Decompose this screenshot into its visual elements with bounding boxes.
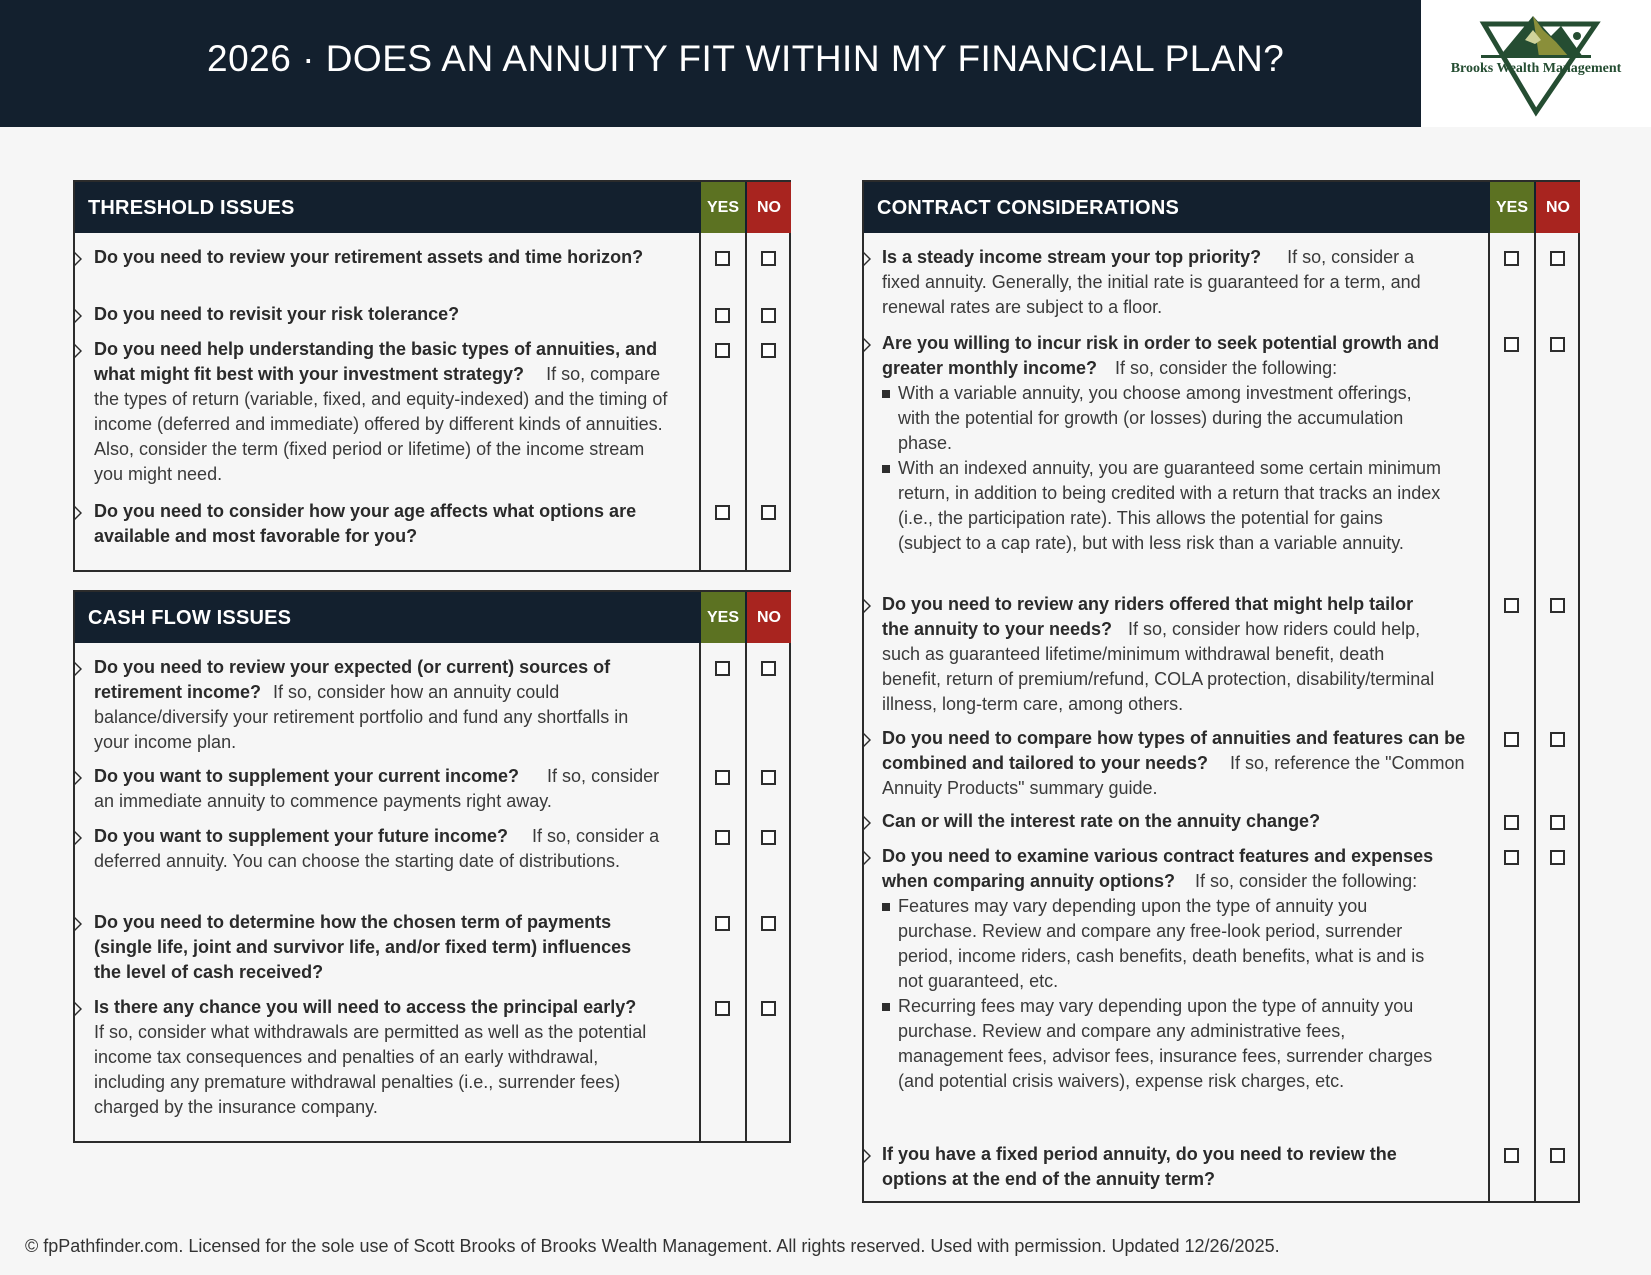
yes-column-header: YES <box>1490 182 1534 233</box>
bullet-item: Recurring fees may vary depending upon the type of annuity you purchase. Review and compare any administrative fees, management fees, advisor fees, insurance fees, surrender charges (and potential crisis waivers), expense risk charges, etc. <box>882 994 1442 1094</box>
question-detail: If so, consider how riders could help, such as guaranteed lifetime/minimum withdrawal benefit, death benefit, return of premium/refund, COLA protection, disability/terminal illness, long-term care, among others. <box>882 619 1435 714</box>
yes-checkbox[interactable] <box>715 770 730 785</box>
no-checkbox[interactable] <box>761 916 776 931</box>
question-text: Do you need to examine various contract features and expenses when comparing annuity options? <box>882 846 1434 891</box>
section-title: CASH FLOW ISSUES <box>88 607 292 629</box>
question-text: Do you want to supplement your current income? <box>94 766 520 786</box>
bullet-item: With an indexed annuity, you are guaranteed some certain minimum return, in addition to being credited with a return that tracks an index (i.e., the participation rate). This allows the potential for gains (subject to a cap rate), but with less risk than a variable annuity. <box>882 456 1442 556</box>
no-column-header: NO <box>747 182 791 233</box>
row-arrow-icon <box>75 771 82 785</box>
contract-considerations-header <box>864 182 1578 233</box>
question-text: Do you want to supplement your future income? <box>94 826 509 846</box>
cash-flow-issues-header <box>75 592 789 643</box>
yes-checkbox[interactable] <box>715 251 730 266</box>
yes-checkbox[interactable] <box>715 916 730 931</box>
no-checkbox[interactable] <box>1550 337 1565 352</box>
row-arrow-icon <box>864 599 871 613</box>
page-title: 2026 · DOES AN ANNUITY FIT WITHIN MY FINANCIAL PLAN? <box>207 38 1285 79</box>
row-arrow-icon <box>75 1002 82 1016</box>
no-checkbox[interactable] <box>1550 1148 1565 1163</box>
row-arrow-icon <box>75 309 82 323</box>
no-checkbox[interactable] <box>761 308 776 323</box>
threshold-issues-section <box>73 180 791 572</box>
question-detail: If so, consider an immediate annuity to commence payments right away. <box>94 766 660 811</box>
no-checkbox[interactable] <box>761 505 776 520</box>
yes-checkbox[interactable] <box>715 308 730 323</box>
row-arrow-icon <box>75 344 82 358</box>
question-text: Is there any chance you will need to access the principal early? <box>94 997 637 1017</box>
question-text: Can or will the interest rate on the annuity change? <box>882 811 1321 831</box>
question-detail: If so, reference the "Common Annuity Products" summary guide. <box>882 753 1465 798</box>
yes-checkbox[interactable] <box>715 830 730 845</box>
question-text: Do you need to review any riders offered that might help tailor the annuity to your needs? <box>882 594 1414 639</box>
no-checkbox[interactable] <box>761 770 776 785</box>
question-text: Is a steady income stream your top priority? <box>882 247 1262 267</box>
no-checkbox[interactable] <box>1550 850 1565 865</box>
row-arrow-icon <box>75 917 82 931</box>
yes-column-header: YES <box>701 592 745 643</box>
no-checkbox[interactable] <box>1550 732 1565 747</box>
row-arrow-icon <box>75 506 82 520</box>
question-text: Do you need to revisit your risk tolerance? <box>94 304 460 324</box>
question-text: Are you willing to incur risk in order to seek potential growth and greater monthly income? <box>882 333 1440 378</box>
question-detail: If so, compare the types of return (variable, fixed, and equity-indexed) and the timing of income (deferred and immediate) offered by different kinds of annuities. Also, consider the term (fixed period or lifetime) of the income stream you might need. <box>94 364 668 484</box>
question-text: Do you need to compare how types of annuities and features can be combined and tailored to your needs? <box>882 728 1466 773</box>
yes-checkbox[interactable] <box>1504 850 1519 865</box>
yes-checkbox[interactable] <box>715 1001 730 1016</box>
yes-checkbox[interactable] <box>715 343 730 358</box>
question-detail: If so, consider the following: <box>1115 358 1338 378</box>
question-detail: If so, consider what withdrawals are permitted as well as the potential income tax consequences and penalties of an early withdrawal, including any premature withdrawal penalties (i.e., surrender fees) charged by the insurance company. <box>94 1022 647 1117</box>
no-checkbox[interactable] <box>1550 598 1565 613</box>
row-arrow-icon <box>864 338 871 352</box>
yes-column-header: YES <box>701 182 745 233</box>
cash-flow-issues-section <box>73 590 791 1143</box>
copyright-footer: © fpPathfinder.com. Licensed for the sole use of Scott Brooks of Brooks Wealth Management. All rights reserved. Used with permission. Updated 12/26/2025. <box>25 1236 1280 1256</box>
question-text: Do you need to review your expected (or current) sources of retirement income? <box>94 657 611 702</box>
section-title: THRESHOLD ISSUES <box>88 197 295 219</box>
row-arrow-icon <box>864 733 871 747</box>
question-detail: If so, consider the following: <box>1195 871 1418 891</box>
question-detail: If so, consider a deferred annuity. You can choose the starting date of distributions. <box>94 826 660 871</box>
no-checkbox[interactable] <box>761 1001 776 1016</box>
question-text: If you have a fixed period annuity, do you need to review the options at the end of the annuity term? <box>882 1144 1397 1189</box>
section-title: CONTRACT CONSIDERATIONS <box>877 197 1180 219</box>
question-detail: If so, consider a fixed annuity. Generally, the initial rate is guaranteed for a term, and renewal rates are subject to a floor. <box>882 247 1421 317</box>
question-text: Do you need to determine how the chosen term of payments (single life, joint and survivor life, and/or fixed term) influences the level of cash received? <box>94 912 632 982</box>
no-column-header: NO <box>1536 182 1580 233</box>
logo-wordmark: Brooks Wealth Management <box>1450 61 1622 76</box>
yes-checkbox[interactable] <box>1504 1148 1519 1163</box>
question-detail: If so, consider how an annuity could balance/diversify your retirement portfolio and fund any shortfalls in your income plan. <box>94 682 629 752</box>
row-arrow-icon <box>864 1149 871 1163</box>
no-checkbox[interactable] <box>1550 815 1565 830</box>
brand-logo <box>1421 0 1651 127</box>
bullet-item: With a variable annuity, you choose among investment offerings, with the potential for growth (or losses) during the accumulation phase. <box>882 381 1442 456</box>
yes-checkbox[interactable] <box>1504 251 1519 266</box>
yes-checkbox[interactable] <box>1504 337 1519 352</box>
threshold-issues-header <box>75 182 789 233</box>
question-text: Do you need to review your retirement assets and time horizon? <box>94 247 644 267</box>
row-arrow-icon <box>864 252 871 266</box>
yes-checkbox[interactable] <box>1504 732 1519 747</box>
contract-considerations-section <box>862 180 1580 1203</box>
row-arrow-icon <box>864 851 871 865</box>
bullet-item: Features may vary depending upon the type of annuity you purchase. Review and compare any free-look period, surrender period, income riders, cash benefits, death benefits, what is and is not guaranteed, etc. <box>882 894 1442 994</box>
yes-checkbox[interactable] <box>1504 815 1519 830</box>
yes-checkbox[interactable] <box>1504 598 1519 613</box>
question-text: Do you need to consider how your age affects what options are available and most favorable for you? <box>94 501 637 546</box>
no-checkbox[interactable] <box>761 251 776 266</box>
no-checkbox[interactable] <box>761 343 776 358</box>
no-checkbox[interactable] <box>1550 251 1565 266</box>
yes-checkbox[interactable] <box>715 505 730 520</box>
row-arrow-icon <box>864 816 871 830</box>
no-checkbox[interactable] <box>761 830 776 845</box>
no-column-header: NO <box>747 592 791 643</box>
yes-checkbox[interactable] <box>715 661 730 676</box>
row-arrow-icon <box>75 831 82 845</box>
row-arrow-icon <box>75 252 82 266</box>
row-arrow-icon <box>75 662 82 676</box>
question-text: Do you need help understanding the basic types of annuities, and what might fit best with your investment strategy? <box>94 339 658 384</box>
page-header <box>0 0 1421 127</box>
no-checkbox[interactable] <box>761 661 776 676</box>
